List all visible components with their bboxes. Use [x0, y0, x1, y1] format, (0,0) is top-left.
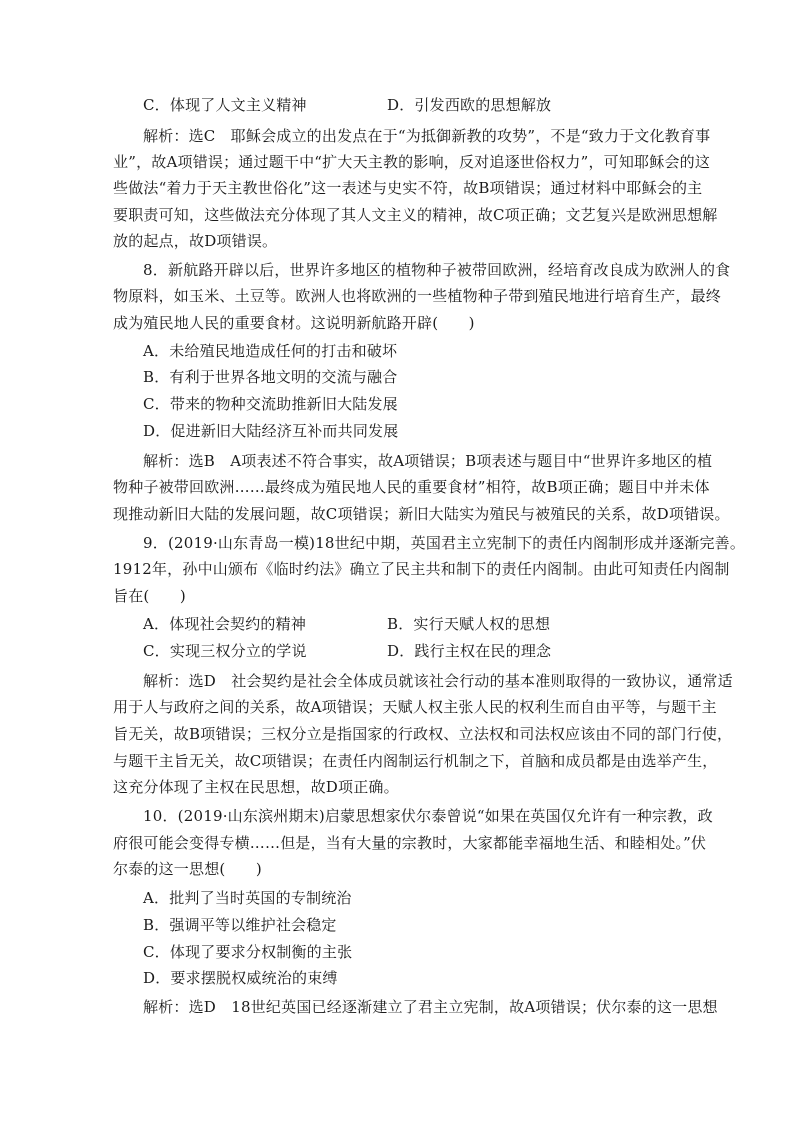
q8-option-a: A．未给殖民地造成任何的打击和破坏: [143, 342, 398, 360]
q8-stem-line: 8．新航路开辟以后，世界许多地区的植物种子被带回欧洲，经培育改良成为欧洲人的食: [143, 261, 731, 279]
q10-option-a: A．批判了当时英国的专制统治: [143, 889, 352, 907]
q10-analysis-line: 解析：选D 18世纪英国已经逐渐建立了君主立宪制，故A项错误；伏尔泰的这一思想: [143, 998, 718, 1016]
q7-analysis-line: 业”，故A项错误；通过题干中“扩大天主教的影响，反对追逐世俗权力”，可知耶稣会的这: [113, 153, 711, 171]
q8-stem-line: 物原料，如玉米、土豆等。欧洲人也将欧洲的一些植物种子带到殖民地进行培育生产，最终: [113, 287, 722, 305]
q10-option-c: C．体现了要求分权制衡的主张: [143, 943, 353, 961]
q9-analysis-line: 解析：选D 社会契约是社会全体成员就该社会行动的基本准则取得的一致协议，通常适: [143, 672, 733, 690]
q8-option-c: C．带来的物种交流助推新旧大陆发展: [143, 395, 398, 413]
q9-option-b: B．实行天赋人权的思想: [387, 615, 551, 633]
q9-option-a: A．体现社会契约的精神: [143, 615, 307, 633]
q8-analysis-line: 解析：选B A项表述不符合事实，故A项错误；B项表述与题目中“世界许多地区的植: [143, 452, 713, 470]
q10-option-b: B．强调平等以维护社会稳定: [143, 916, 337, 934]
q9-analysis-line: 旨无关，故B项错误；三权分立是指国家的行政权、立法权和司法权应该由不同的部门行使，: [113, 725, 733, 743]
q8-option-b: B．有利于世界各地文明的交流与融合: [143, 368, 398, 386]
q7-analysis-line: 放的起点，故D项错误。: [113, 232, 278, 250]
q10-stem-line: 尔泰的这一思想( ): [113, 860, 262, 878]
q7-analysis-line: 解析：选C 耶稣会成立的出发点在于“为抵御新教的攻势”，不是“致力于文化教育事: [143, 127, 711, 145]
q7-option-c: C．体现了人文主义精神: [143, 96, 307, 114]
q9-analysis-line: 用于人与政府之间的关系，故A项错误；天赋人权主张人民的权利生而自由平等，与题干主: [113, 698, 717, 716]
q10-option-d: D．要求摆脱权威统治的束缚: [143, 969, 338, 987]
q9-stem-line: 1912年，孙中山颁布《临时约法》确立了民主共和制下的责任内阁制。由此可知责任内阁制: [113, 560, 730, 578]
q7-option-d: D．引发西欧的思想解放: [387, 96, 552, 114]
q8-stem-line: 成为殖民地人民的重要食材。这说明新航路开辟( ): [113, 314, 475, 332]
q9-option-c: C．实现三权分立的学说: [143, 642, 307, 660]
q9-stem-line: 9．(2019·山东青岛一模)18世纪中期，英国君主立宪制下的责任内阁制形成并逐渐完善。: [143, 534, 746, 552]
q7-analysis-line: 些做法“着力于天主教世俗化”这一表述与史实不符，故B项错误；通过材料中耶稣会的主: [113, 179, 703, 197]
q7-analysis-line: 要职责可知，这些做法充分体现了其人文主义的精神，故C项正确；文艺复兴是欧洲思想解: [113, 206, 718, 224]
q9-analysis-line: 这充分体现了主权在民思想，故D项正确。: [113, 778, 399, 796]
q8-analysis-line: 物种子被带回欧洲……最终成为殖民地人民的重要食材”相符，故B项正确；题目中并未体: [113, 478, 710, 496]
q8-analysis-line: 现推动新旧大陆的发展问题，故C项错误；新旧大陆实为殖民与被殖民的关系，故D项错误。: [113, 505, 730, 523]
q10-stem-line: 10．(2019·山东滨州期末)启蒙思想家伏尔泰曾说“如果在英国仅允许有一种宗教，政: [143, 807, 713, 825]
q8-option-d: D．促进新旧大陆经济互补而共同发展: [143, 422, 399, 440]
q10-stem-line: 府很可能会变得专横……但是，当有大量的宗教时，大家都能幸福地生活、和睦相处。”伏: [113, 834, 707, 852]
q9-stem-line: 旨在( ): [113, 587, 186, 605]
q9-analysis-line: 与题干主旨无关，故C项错误；在责任内阁制运行机制之下，首脑和成员都是由选举产生，: [113, 752, 718, 770]
q9-option-d: D．践行主权在民的理念: [387, 642, 552, 660]
